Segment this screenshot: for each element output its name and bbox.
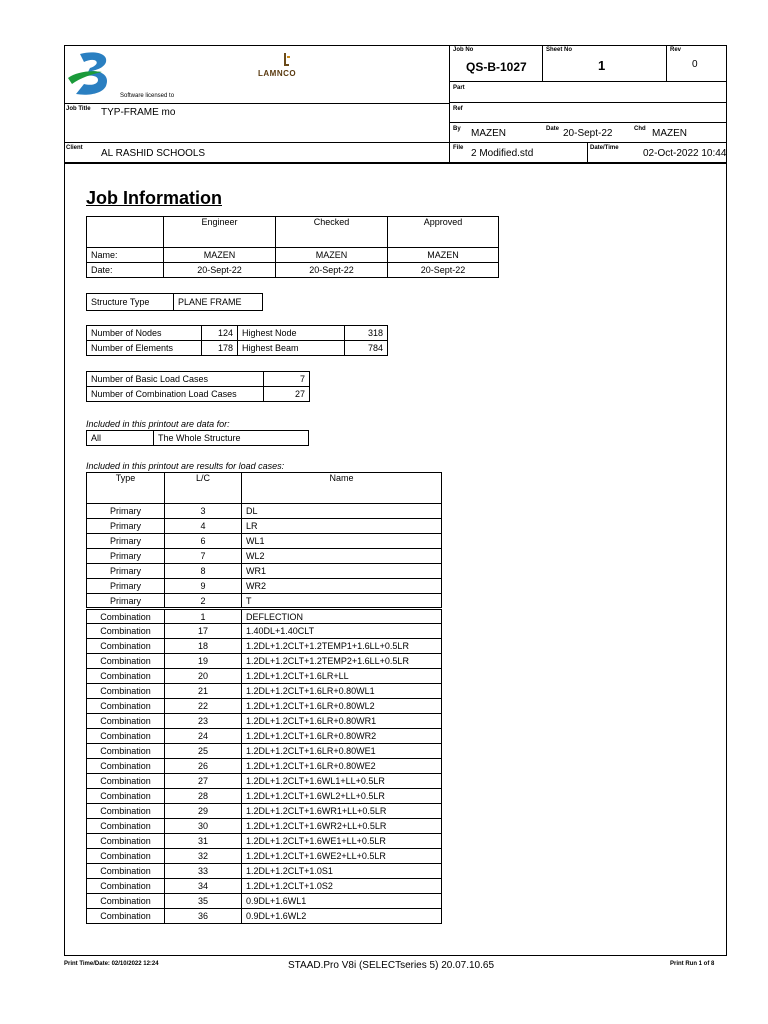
- page-title: Job Information: [86, 188, 222, 208]
- footer-program: STAAD.Pro V8i (SELECTseries 5) 20.07.10.65: [288, 960, 495, 971]
- b-logo-icon: [66, 48, 118, 100]
- chd-value: MAZEN: [652, 128, 687, 139]
- table-row: Combination 30 1.2DL+1.2CLT+1.6WR2+LL+0.5LR: [87, 819, 442, 834]
- table-row: Combination 27 1.2DL+1.2CLT+1.6WL1+LL+0.5LR: [87, 774, 442, 789]
- loadcases-table: Number of Basic Load Cases 7 Number of Combination Load Cases 27: [86, 371, 310, 402]
- table-row: Primary 3 DL: [87, 504, 442, 519]
- rev: 0: [692, 59, 698, 70]
- table-row: Primary 7 WL2: [87, 549, 442, 564]
- header-block: [64, 45, 727, 163]
- included-data-caption: Included in this printout are data for:: [86, 419, 230, 429]
- table-row: Primary 4 LR: [87, 519, 442, 534]
- table-row: Combination 31 1.2DL+1.2CLT+1.6WE1+LL+0.5LR: [87, 834, 442, 849]
- table-row: Combination 33 1.2DL+1.2CLT+1.0S1: [87, 864, 442, 879]
- table-row: Combination 24 1.2DL+1.2CLT+1.6LR+0.80WR2: [87, 729, 442, 744]
- structure-type-table: Structure Type PLANE FRAME: [86, 293, 263, 311]
- by-value: MAZEN: [471, 128, 506, 139]
- table-row: Combination 36 0.9DL+1.6WL2: [87, 909, 442, 924]
- table-row: Combination 20 1.2DL+1.2CLT+1.6LR+LL: [87, 669, 442, 684]
- table-row: Combination 32 1.2DL+1.2CLT+1.6WE2+LL+0.5LR: [87, 849, 442, 864]
- table-row: Combination 22 1.2DL+1.2CLT+1.6LR+0.80WL2: [87, 699, 442, 714]
- software-licensed-label: Software licensed to: [120, 93, 175, 99]
- file-name: 2 Modified.std: [471, 148, 534, 159]
- lamnco-logo-text: LAMNCO: [258, 69, 297, 78]
- job-info-table: Engineer Checked Approved Name: MAZEN MAZEN MAZEN Date: 20-Sept-22 20-Sept-22 20-Sept-22: [86, 216, 499, 278]
- table-row: Combination 21 1.2DL+1.2CLT+1.6LR+0.80WL1: [87, 684, 442, 699]
- table-row: Primary 8 WR1: [87, 564, 442, 579]
- table-row: Combination 19 1.2DL+1.2CLT+1.2TEMP2+1.6LL+0.5LR: [87, 654, 442, 669]
- date-value: 20-Sept-22: [563, 128, 613, 139]
- table-row: Combination 26 1.2DL+1.2CLT+1.6LR+0.80WE2: [87, 759, 442, 774]
- results-caption: Included in this printout are results for load cases:: [86, 461, 285, 471]
- table-row: Combination 25 1.2DL+1.2CLT+1.6LR+0.80WE1: [87, 744, 442, 759]
- results-table: Type L/C Name Primary 3 DL Primary 4 LR Primary 6 WL1 Primary 7 WL2 Primary 8 WR1 Primary 9 WR2 Primary 2 T Combination 1 DEFLECTION Combination 17 1.40DL+1.40CLT Combination 18 1.2DL+1.2CLT+1.2TEMP1+1.6LL+0.5LR Combination 19 1.2DL+1.2CLT+1.2TEMP2+1.6LL+0.5LR Combination 20 1.2DL+1.2CLT+1.6LR+LL Combination 21 1.2DL+1.2CLT+1.6LR+0.80WL1 Combination 22 1.2DL+1.2CLT+1.6LR+0.80WL2 Combination 23 1.2DL+1.2CLT+1.6LR+0.80WR1 Combination 24 1.2DL+1.2CLT+1.6LR+0.80WR2 Combination 25 1.2DL+1.2CLT+1.6LR+0.80WE1 Combination 26 1.2DL+1.2CLT+1.6LR+0.80WE2 Combination 27 1.2DL+1.2CLT+1.6WL1+LL+0.5LR Combination 28 1.2DL+1.2CLT+1.6WL2+LL+0.5LR Combination 29 1.2DL+1.2CLT+1.6WR1+LL+0.5LR Combination 30 1.2DL+1.2CLT+1.6WR2+LL+0.5LR Combination 31 1.2DL+1.2CLT+1.6WE1+LL+0.5LR Combination 32 1.2DL+1.2CLT+1.6WE2+LL+0.5LR Combination 33 1.2DL+1.2CLT+1.0S1 Combination 34 1.2DL+1.2CLT+1.0S2 Combination 35 0.9DL+1.6WL1 Combination 36 0.9DL+1.6WL2: [86, 472, 442, 924]
- footer-print-time: Print Time/Date: 02/10/2022 12:24: [64, 961, 159, 967]
- footer-print-run: Print Run 1 of 8: [670, 961, 715, 967]
- job-no: QS-B-1027: [466, 60, 527, 74]
- client: AL RASHID SCHOOLS: [101, 148, 206, 159]
- counts-table: Number of Nodes 124 Highest Node 318 Number of Elements 178 Highest Beam 784: [86, 325, 388, 356]
- table-row: Combination 35 0.9DL+1.6WL1: [87, 894, 442, 909]
- table-row: Combination 29 1.2DL+1.2CLT+1.6WR1+LL+0.5LR: [87, 804, 442, 819]
- table-row: Combination 18 1.2DL+1.2CLT+1.2TEMP1+1.6LL+0.5LR: [87, 639, 442, 654]
- lamnco-logo-icon: [278, 52, 294, 68]
- date-time: 02-Oct-2022 10:44: [643, 148, 727, 159]
- table-row: Combination 34 1.2DL+1.2CLT+1.0S2: [87, 879, 442, 894]
- table-row: Primary 9 WR2: [87, 579, 442, 594]
- table-row: Combination 28 1.2DL+1.2CLT+1.6WL2+LL+0.5LR: [87, 789, 442, 804]
- table-row: Primary 6 WL1: [87, 534, 442, 549]
- sheet-no: 1: [598, 58, 606, 73]
- included-data-table: All The Whole Structure: [86, 430, 309, 446]
- table-row: Primary 2 T: [87, 594, 442, 609]
- table-row: Combination 17 1.40DL+1.40CLT: [87, 624, 442, 639]
- table-row: Combination 23 1.2DL+1.2CLT+1.6LR+0.80WR1: [87, 714, 442, 729]
- table-row: Combination 1 DEFLECTION: [87, 609, 442, 624]
- job-title: TYP-FRAME mo: [101, 107, 176, 118]
